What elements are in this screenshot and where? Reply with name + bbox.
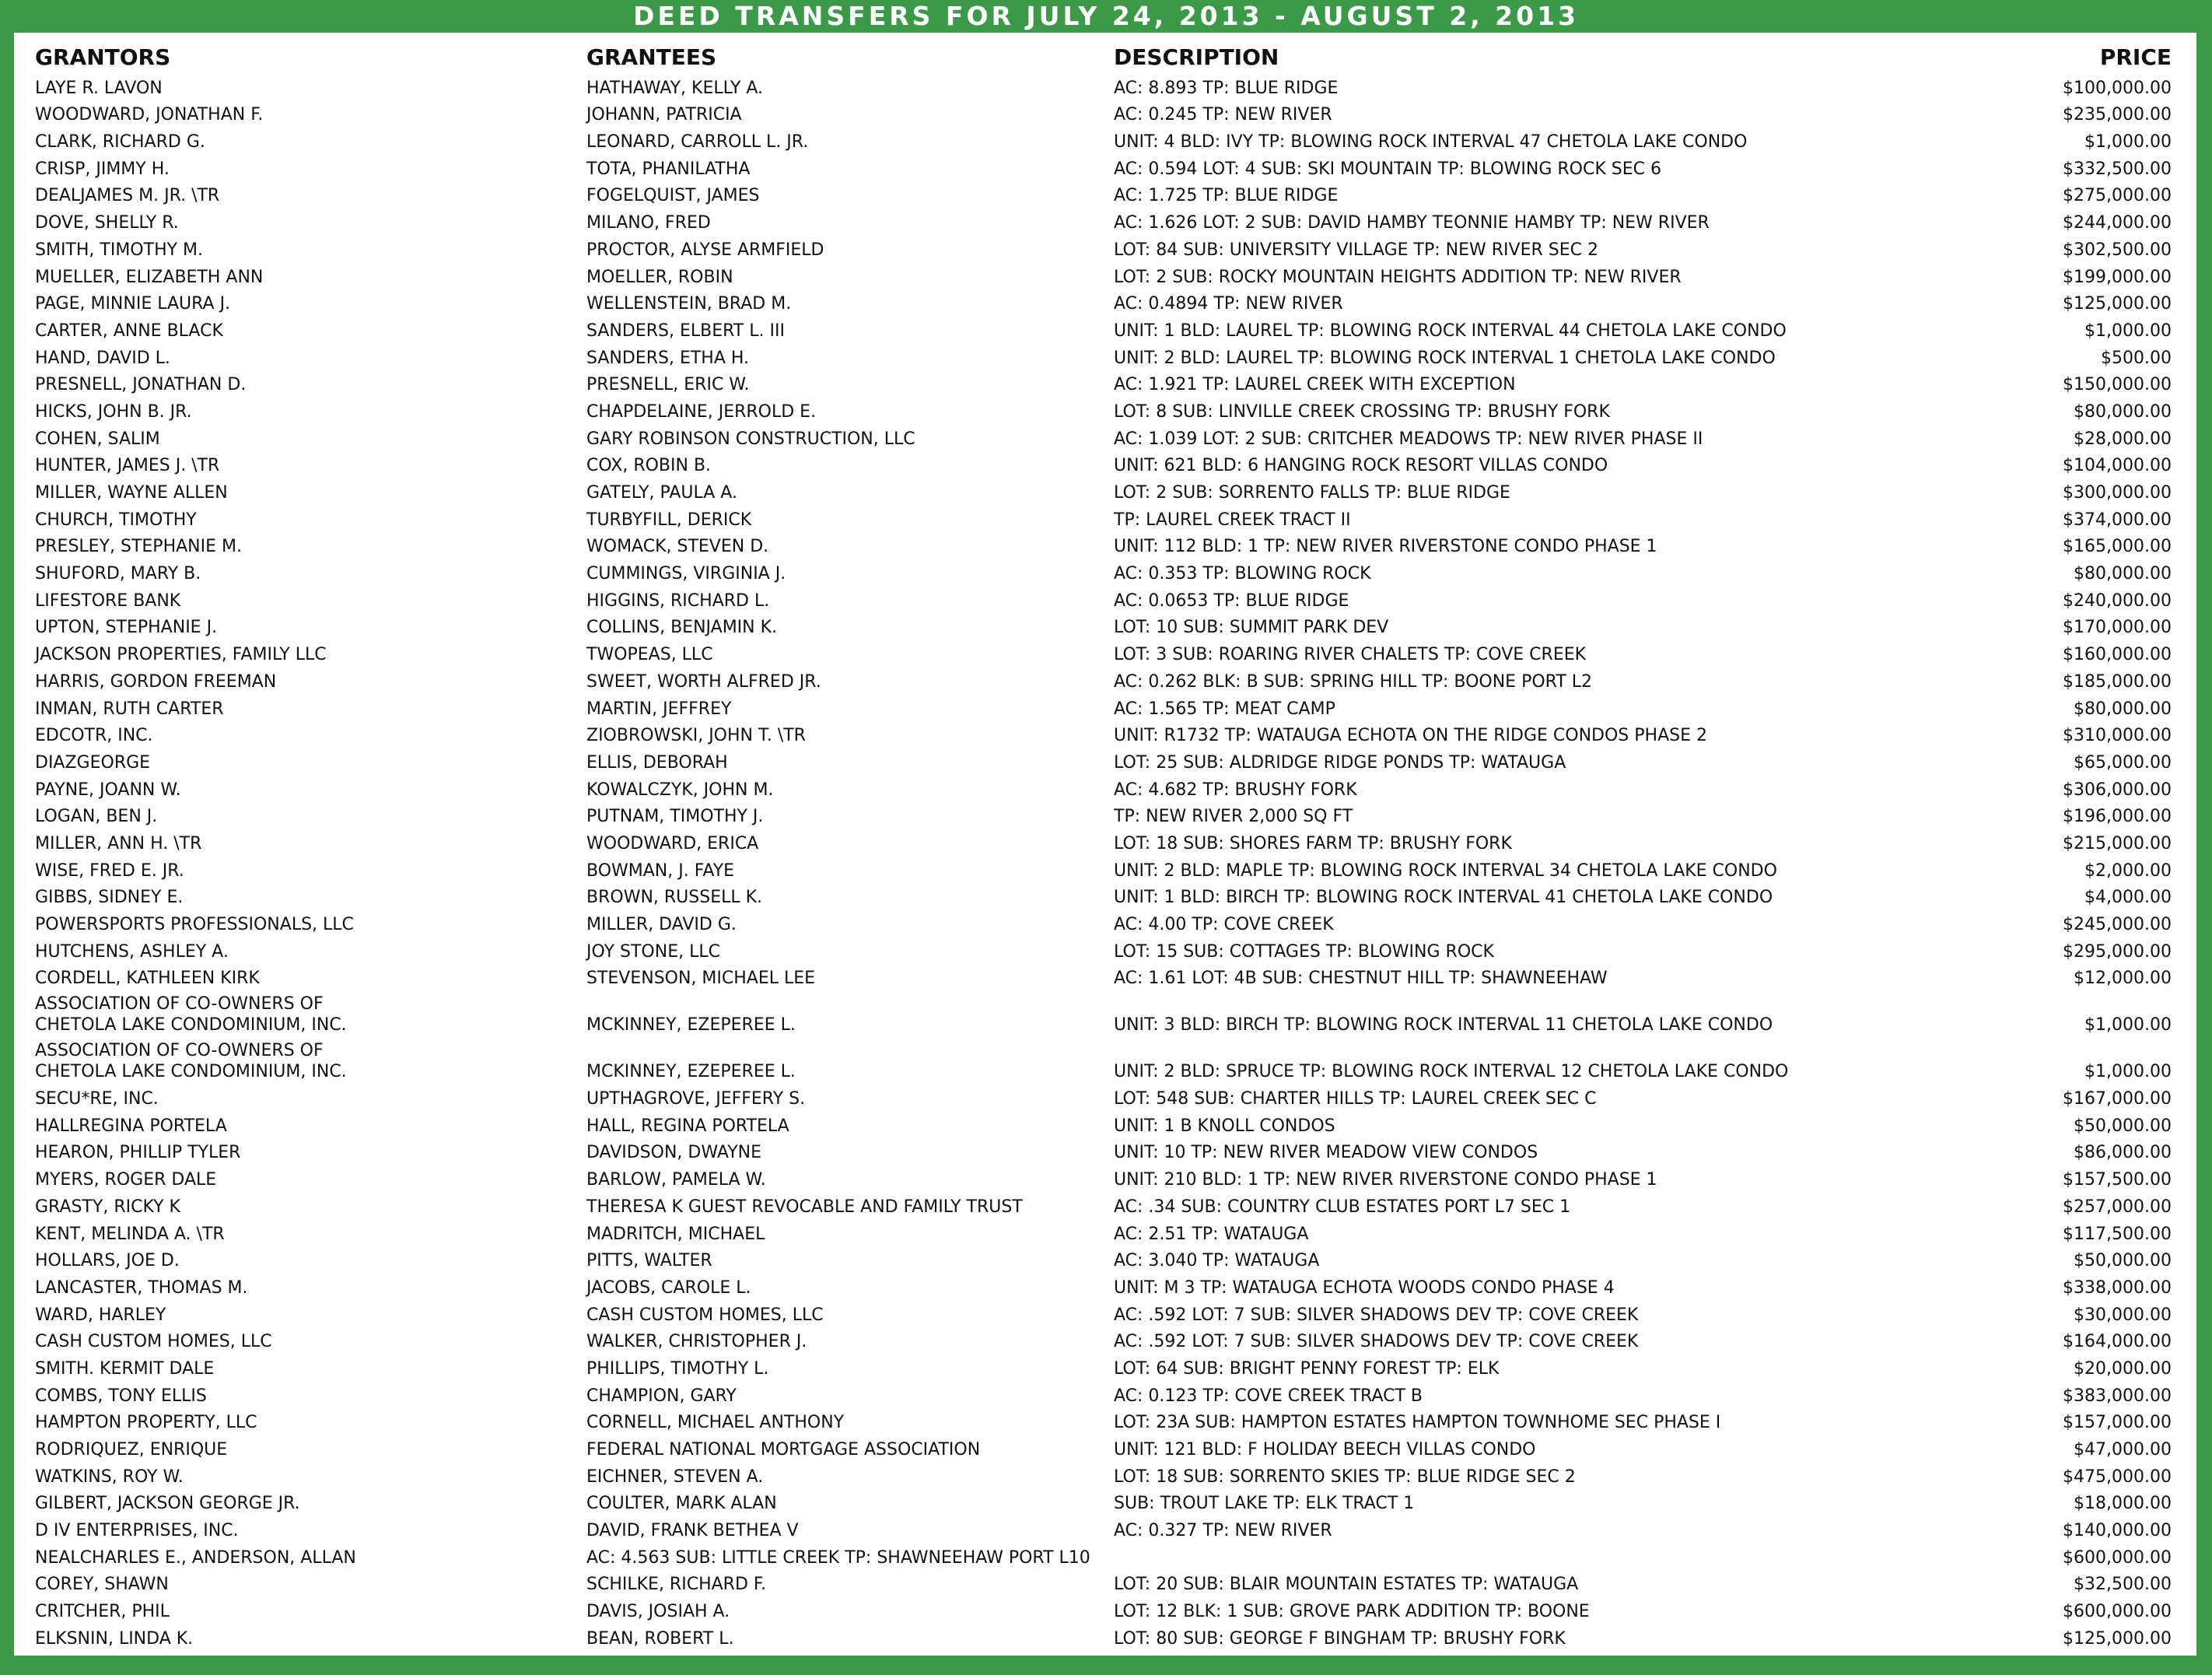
- price-cell: $302,500.00: [2063, 240, 2172, 260]
- description-cell: UNIT: 2 BLD: SPRUCE TP: BLOWING ROCK INTERVAL 12 CHETOLA LAKE CONDO: [1114, 1062, 1789, 1082]
- description-cell: UNIT: 121 BLD: F HOLIDAY BEECH VILLAS CONDO: [1114, 1440, 1536, 1459]
- description-cell: AC: 0.0653 TP: BLUE RIDGE: [1114, 590, 1349, 611]
- table-row: [14, 1381, 2196, 1408]
- grantee-cell: JOY STONE, LLC: [586, 941, 720, 962]
- description-cell: UNIT: 1 BLD: BIRCH TP: BLOWING ROCK INTERVAL 41 CHETOLA LAKE CONDO: [1114, 888, 1773, 908]
- grantor-cell: HAMPTON PROPERTY, LLC: [35, 1413, 257, 1433]
- grantor-cell: CORDELL, KATHLEEN KIRK: [35, 969, 260, 989]
- table-row: [14, 1165, 2196, 1192]
- price-cell: $150,000.00: [2063, 375, 2172, 395]
- description-cell: UNIT: 621 BLD: 6 HANGING ROCK RESORT VILLAS CONDO: [1114, 456, 1608, 476]
- price-cell: $257,000.00: [2063, 1197, 2172, 1217]
- price-cell: $50,000.00: [2074, 1251, 2172, 1271]
- grantor-cell: HUNTER, JAMES J. \TR: [35, 456, 220, 476]
- grantor-cell: COREY, SHAWN: [35, 1575, 169, 1595]
- table-row: [14, 667, 2196, 694]
- grantor-cell: GRASTY, RICKY K: [35, 1197, 180, 1217]
- header-grantors: GRANTORS: [35, 44, 171, 70]
- price-cell: $117,500.00: [2063, 1224, 2172, 1244]
- grantee-cell: CASH CUSTOM HOMES, LLC: [586, 1305, 824, 1325]
- grantee-cell: EICHNER, STEVEN A.: [586, 1467, 764, 1487]
- grantee-cell: BROWN, RUSSELL K.: [586, 888, 763, 908]
- price-cell: $185,000.00: [2063, 671, 2172, 692]
- table-row: [14, 370, 2196, 398]
- table-row: [14, 208, 2196, 235]
- grantee-cell: CORNELL, MICHAEL ANTHONY: [586, 1413, 845, 1433]
- price-cell: $104,000.00: [2063, 456, 2172, 476]
- grantor-cell: HARRIS, GORDON FREEMAN: [35, 671, 277, 692]
- price-cell: $1,000.00: [2084, 1015, 2172, 1035]
- grantee-cell: SANDERS, ELBERT L. III: [586, 321, 785, 341]
- price-cell: $383,000.00: [2063, 1386, 2172, 1406]
- grantor-cell: DEALJAMES M. JR. \TR: [35, 186, 220, 206]
- grantor-cell: MUELLER, ELIZABETH ANN: [35, 267, 264, 287]
- grantee-cell: UPTHAGROVE, JEFFERY S.: [586, 1089, 806, 1109]
- description-cell: LOT: 15 SUB: COTTAGES TP: BLOWING ROCK: [1114, 941, 1494, 962]
- table-row: [14, 289, 2196, 317]
- description-cell: TP: NEW RIVER 2,000 SQ FT: [1114, 807, 1353, 827]
- grantee-cell: WELLENSTEIN, BRAD M.: [586, 294, 792, 314]
- price-cell: $157,500.00: [2063, 1170, 2172, 1190]
- price-cell: $20,000.00: [2074, 1358, 2172, 1379]
- description-cell: LOT: 20 SUB: BLAIR MOUNTAIN ESTATES TP: WATAUGA: [1114, 1575, 1579, 1595]
- table-row: [14, 1138, 2196, 1165]
- description-cell: LOT: 18 SUB: SHORES FARM TP: BRUSHY FORK: [1114, 833, 1512, 853]
- description-cell: UNIT: 210 BLD: 1 TP: NEW RIVER RIVERSTONE CONDO PHASE 1: [1114, 1170, 1657, 1190]
- grantee-cell: MADRITCH, MICHAEL: [586, 1224, 765, 1244]
- table-row: [14, 1462, 2196, 1489]
- table-row: [14, 316, 2196, 343]
- description-cell: AC: 0.123 TP: COVE CREEK TRACT B: [1114, 1386, 1423, 1406]
- grantor-cell: SECU*RE, INC.: [35, 1089, 159, 1109]
- table-row: [14, 154, 2196, 181]
- grantee-cell: FOGELQUIST, JAMES: [586, 186, 760, 206]
- table-row: [14, 640, 2196, 667]
- grantor-cell: CHURCH, TIMOTHY: [35, 510, 197, 530]
- price-cell: $30,000.00: [2074, 1305, 2172, 1325]
- table-row: [14, 802, 2196, 829]
- grantor-cell: HICKS, JOHN B. JR.: [35, 401, 192, 422]
- grantee-cell: FEDERAL NATIONAL MORTGAGE ASSOCIATION: [586, 1440, 981, 1459]
- description-cell: UNIT: 3 BLD: BIRCH TP: BLOWING ROCK INTERVAL 11 CHETOLA LAKE CONDO: [1114, 1015, 1773, 1035]
- description-cell: AC: 4.00 TP: COVE CREEK: [1114, 915, 1334, 934]
- price-cell: $47,000.00: [2074, 1440, 2172, 1459]
- grantee-cell: SCHILKE, RICHARD F.: [586, 1575, 766, 1595]
- grantor-cell: WISE, FRED E. JR.: [35, 860, 184, 881]
- price-cell: $2,000.00: [2084, 860, 2172, 881]
- description-cell: AC: 0.4894 TP: NEW RIVER: [1114, 294, 1343, 314]
- description-cell: LOT: 2 SUB: SORRENTO FALLS TP: BLUE RIDGE: [1114, 483, 1510, 503]
- table-row: [14, 451, 2196, 478]
- table-row: [14, 1570, 2196, 1597]
- price-cell: $164,000.00: [2063, 1332, 2172, 1352]
- grantee-cell: CHAPDELAINE, JERROLD E.: [586, 401, 817, 422]
- grantor-cell: MYERS, ROGER DALE: [35, 1170, 217, 1190]
- price-cell: $1,000.00: [2084, 321, 2172, 341]
- description-cell: UNIT: R1732 TP: WATAUGA ECHOTA ON THE RIDGE CONDOS PHASE 2: [1114, 726, 1707, 746]
- grantee-cell: MARTIN, JEFFREY: [586, 699, 732, 719]
- grantor-cell: PRESNELL, JONATHAN D.: [35, 375, 247, 395]
- grantee-cell: PHILLIPS, TIMOTHY L.: [586, 1358, 769, 1379]
- table-row: [14, 73, 2196, 100]
- price-cell: $295,000.00: [2063, 941, 2172, 962]
- description-cell: UNIT: 1 BLD: LAUREL TP: BLOWING ROCK INTERVAL 44 CHETOLA LAKE CONDO: [1114, 321, 1787, 341]
- description-cell: AC: .592 LOT: 7 SUB: SILVER SHADOWS DEV TP: COVE CREEK: [1114, 1332, 1639, 1352]
- table-row: [14, 1192, 2196, 1219]
- grantee-cell: PUTNAM, TIMOTHY J.: [586, 807, 764, 827]
- description-cell: LOT: 12 BLK: 1 SUB: GROVE PARK ADDITION TP: BOONE: [1114, 1602, 1590, 1622]
- grantor-cell: CLARK, RICHARD G.: [35, 132, 205, 152]
- grantor-cell: HALLREGINA PORTELA: [35, 1116, 227, 1136]
- price-cell: $157,000.00: [2063, 1413, 2172, 1433]
- table-row: [14, 100, 2196, 128]
- description-cell: AC: 0.594 LOT: 4 SUB: SKI MOUNTAIN TP: BLOWING ROCK SEC 6: [1114, 159, 1661, 179]
- grantee-cell: MCKINNEY, EZEPEREE L.: [586, 1015, 796, 1035]
- grantor-cell: EDCOTR, INC.: [35, 726, 153, 746]
- price-cell: $160,000.00: [2063, 645, 2172, 665]
- grantee-cell: THERESA K GUEST REVOCABLE AND FAMILY TRUST: [586, 1197, 1023, 1217]
- price-cell: $65,000.00: [2074, 752, 2172, 773]
- grantor-cell: PAGE, MINNIE LAURA J.: [35, 294, 231, 314]
- grantee-cell: STEVENSON, MICHAEL LEE: [586, 969, 816, 989]
- price-cell: $500.00: [2101, 348, 2172, 368]
- description-cell: AC: 3.040 TP: WATAUGA: [1114, 1251, 1320, 1271]
- table-row: [14, 1273, 2196, 1300]
- table-row: [14, 235, 2196, 262]
- price-cell: $125,000.00: [2063, 1628, 2172, 1649]
- table-row: [14, 1516, 2196, 1543]
- grantee-cell: KOWALCZYK, JOHN M.: [586, 780, 774, 800]
- grantor-cell: CASH CUSTOM HOMES, LLC: [35, 1332, 272, 1352]
- grantor-cell: PAYNE, JOANN W.: [35, 780, 181, 800]
- table-body: [14, 73, 2196, 1651]
- table-row: [14, 1084, 2196, 1111]
- table-row: [14, 1596, 2196, 1624]
- grantor-cell: D IV ENTERPRISES, INC.: [35, 1521, 239, 1541]
- price-cell: $167,000.00: [2063, 1089, 2172, 1109]
- grantee-cell: PROCTOR, ALYSE ARMFIELD: [586, 240, 824, 260]
- grantor-cell: MILLER, ANN H. \TR: [35, 833, 202, 853]
- price-cell: $310,000.00: [2063, 726, 2172, 746]
- price-cell: $28,000.00: [2074, 429, 2172, 449]
- description-cell: LOT: 23A SUB: HAMPTON ESTATES HAMPTON TOWNHOME SEC PHASE I: [1114, 1413, 1721, 1433]
- table-row: [14, 937, 2196, 964]
- price-cell: $275,000.00: [2063, 186, 2172, 206]
- table-row: [14, 964, 2196, 991]
- grantee-cell: LEONARD, CARROLL L. JR.: [586, 132, 809, 152]
- grantor-cell: SMITH, TIMOTHY M.: [35, 240, 204, 260]
- table-row: [14, 748, 2196, 775]
- table-row: [14, 397, 2196, 424]
- grantor-cell: NEALCHARLES E., ANDERSON, ALLAN: [35, 1547, 356, 1568]
- price-cell: $32,500.00: [2074, 1575, 2172, 1595]
- grantor-cell: DIAZGEORGE: [35, 752, 151, 773]
- description-cell: LOT: 2 SUB: ROCKY MOUNTAIN HEIGHTS ADDITION TP: NEW RIVER: [1114, 267, 1682, 287]
- price-cell: $306,000.00: [2063, 780, 2172, 800]
- grantor-cell: GIBBS, SIDNEY E.: [35, 888, 184, 908]
- grantee-cell: ELLIS, DEBORAH: [586, 752, 728, 773]
- table-row: [14, 343, 2196, 370]
- grantee-cell: SWEET, WORTH ALFRED JR.: [586, 671, 821, 692]
- grantor-cell: HOLLARS, JOE D.: [35, 1251, 180, 1271]
- description-cell: LOT: 18 SUB: SORRENTO SKIES TP: BLUE RIDGE SEC 2: [1114, 1467, 1576, 1487]
- price-cell: $199,000.00: [2063, 267, 2172, 287]
- table-row: [14, 883, 2196, 910]
- grantee-cell: TOTA, PHANILATHA: [586, 159, 751, 179]
- table-row: [14, 586, 2196, 613]
- grantee-cell: WALKER, CHRISTOPHER J.: [586, 1332, 807, 1352]
- price-cell: $240,000.00: [2063, 590, 2172, 611]
- grantee-cell: JACOBS, CAROLE L.: [586, 1277, 751, 1298]
- grantee-cell: WOMACK, STEVEN D.: [586, 537, 769, 557]
- table-row: [14, 127, 2196, 154]
- grantor-cell: LAYE R. LAVON: [35, 78, 163, 98]
- grantor-cell: COHEN, SALIM: [35, 429, 160, 449]
- grantee-cell: DAVIDSON, DWAYNE: [586, 1143, 762, 1163]
- table-row: [14, 1246, 2196, 1274]
- price-cell: $245,000.00: [2063, 915, 2172, 934]
- table-row: [14, 1408, 2196, 1435]
- description-cell: UNIT: 2 BLD: MAPLE TP: BLOWING ROCK INTERVAL 34 CHETOLA LAKE CONDO: [1114, 860, 1777, 881]
- table-row: [14, 1543, 2196, 1570]
- grantor-cell: RODRIQUEZ, ENRIQUE: [35, 1440, 228, 1459]
- price-cell: $600,000.00: [2063, 1602, 2172, 1622]
- table-row: [14, 532, 2196, 559]
- description-cell: UNIT: M 3 TP: WATAUGA ECHOTA WOODS CONDO PHASE 4: [1114, 1277, 1615, 1298]
- grantor-cell: GILBERT, JACKSON GEORGE JR.: [35, 1494, 300, 1514]
- grantee-cell: MILLER, DAVID G.: [586, 915, 737, 934]
- grantee-cell: BOWMAN, J. FAYE: [586, 860, 735, 881]
- grantor-cell: SMITH. KERMIT DALE: [35, 1358, 215, 1379]
- grantee-cell: CHAMPION, GARY: [586, 1386, 737, 1406]
- table-row: [14, 1354, 2196, 1381]
- grantor-cell: LOGAN, BEN J.: [35, 807, 158, 827]
- grantee-cell: HATHAWAY, KELLY A.: [586, 78, 764, 98]
- price-cell: $244,000.00: [2063, 213, 2172, 233]
- description-cell: AC: 1.921 TP: LAUREL CREEK WITH EXCEPTION: [1114, 375, 1516, 395]
- description-cell: AC: 1.626 LOT: 2 SUB: DAVID HAMBY TEONNIE HAMBY TP: NEW RIVER: [1114, 213, 1710, 233]
- grantor-cell: HEARON, PHILLIP TYLER: [35, 1143, 241, 1163]
- description-cell: AC: .592 LOT: 7 SUB: SILVER SHADOWS DEV TP: COVE CREEK: [1114, 1305, 1639, 1325]
- table-row: [14, 721, 2196, 748]
- description-cell: LOT: 80 SUB: GEORGE F BINGHAM TP: BRUSHY FORK: [1114, 1628, 1566, 1649]
- grantee-cell: MILANO, FRED: [586, 213, 711, 233]
- description-cell: AC: 1.725 TP: BLUE RIDGE: [1114, 186, 1339, 206]
- table-row: [14, 856, 2196, 883]
- price-cell: $196,000.00: [2063, 807, 2172, 827]
- table-row: [14, 181, 2196, 208]
- grantee-cell: HIGGINS, RICHARD L.: [586, 590, 770, 611]
- table-row: [14, 909, 2196, 937]
- grantor-cell: WATKINS, ROY W.: [35, 1467, 184, 1487]
- price-cell: $235,000.00: [2063, 105, 2172, 125]
- grantee-cell: BEAN, ROBERT L.: [586, 1628, 734, 1649]
- description-cell: UNIT: 10 TP: NEW RIVER MEADOW VIEW CONDOS: [1114, 1143, 1538, 1163]
- grantee-cell: PRESNELL, ERIC W.: [586, 375, 750, 395]
- grantee-cell: JOHANN, PATRICIA: [586, 105, 742, 125]
- grantor-cell: INMAN, RUTH CARTER: [35, 699, 224, 719]
- grantor-cell: SHUFORD, MARY B.: [35, 564, 201, 584]
- grantor-cell: COMBS, TONY ELLIS: [35, 1386, 207, 1406]
- grantee-cell: DAVID, FRANK BETHEA V: [586, 1521, 799, 1541]
- grantee-cell: GARY ROBINSON CONSTRUCTION, LLC: [586, 429, 915, 449]
- grantee-cell: TWOPEAS, LLC: [586, 645, 713, 665]
- description-cell: UNIT: 112 BLD: 1 TP: NEW RIVER RIVERSTONE CONDO PHASE 1: [1114, 537, 1657, 557]
- price-cell: $475,000.00: [2063, 1467, 2172, 1487]
- grantee-cell: MOELLER, ROBIN: [586, 267, 733, 287]
- grantor-cell: KENT, MELINDA A. \TR: [35, 1224, 225, 1244]
- price-cell: $332,500.00: [2063, 159, 2172, 179]
- price-cell: $215,000.00: [2063, 833, 2172, 853]
- price-cell: $600,000.00: [2063, 1547, 2172, 1568]
- table-row: [14, 1624, 2196, 1651]
- description-cell: UNIT: 1 B KNOLL CONDOS: [1114, 1116, 1335, 1136]
- description-cell: AC: 2.51 TP: WATAUGA: [1114, 1224, 1309, 1244]
- description-cell: AC: 4.682 TP: BRUSHY FORK: [1114, 780, 1357, 800]
- grantee-cell: MCKINNEY, EZEPEREE L.: [586, 1062, 796, 1082]
- grantee-cell: COLLINS, BENJAMIN K.: [586, 618, 778, 638]
- table-row: [14, 478, 2196, 505]
- description-cell: TP: LAUREL CREEK TRACT II: [1114, 510, 1351, 530]
- table-row: [14, 829, 2196, 856]
- header-grantees: GRANTEES: [586, 44, 717, 70]
- table-row: [14, 775, 2196, 802]
- grantor-cell: ELKSNIN, LINDA K.: [35, 1628, 194, 1649]
- price-cell: $1,000.00: [2084, 1062, 2172, 1082]
- price-cell: $300,000.00: [2063, 483, 2172, 503]
- grantor-cell: ASSOCIATION OF CO-OWNERS OF CHETOLA LAKE CONDOMINIUM, INC.: [35, 994, 347, 1035]
- price-cell: $374,000.00: [2063, 510, 2172, 530]
- table-row: [14, 1300, 2196, 1327]
- price-cell: $80,000.00: [2074, 699, 2172, 719]
- price-cell: $165,000.00: [2063, 537, 2172, 557]
- description-cell: SUB: TROUT LAKE TP: ELK TRACT 1: [1114, 1494, 1415, 1514]
- grantor-cell: HAND, DAVID L.: [35, 348, 170, 368]
- table-row: [14, 262, 2196, 289]
- description-cell: LOT: 548 SUB: CHARTER HILLS TP: LAUREL CREEK SEC C: [1114, 1089, 1597, 1109]
- grantee-cell: SANDERS, ETHA H.: [586, 348, 750, 368]
- description-cell: AC: 0.353 TP: BLOWING ROCK: [1114, 564, 1371, 584]
- table-row: [14, 1037, 2196, 1084]
- grantor-cell: LANCASTER, THOMAS M.: [35, 1277, 248, 1298]
- grantor-cell: PRESLEY, STEPHANIE M.: [35, 537, 242, 557]
- price-cell: $50,000.00: [2074, 1116, 2172, 1136]
- grantee-cell: COULTER, MARK ALAN: [586, 1494, 777, 1514]
- grantor-cell: WARD, HARLEY: [35, 1305, 166, 1325]
- grantee-cell: HALL, REGINA PORTELA: [586, 1116, 789, 1136]
- table-row: [14, 990, 2196, 1037]
- price-cell: $4,000.00: [2084, 888, 2172, 908]
- grantee-cell: WOODWARD, ERICA: [586, 833, 759, 853]
- grantor-cell: ASSOCIATION OF CO-OWNERS OF CHETOLA LAKE CONDOMINIUM, INC.: [35, 1041, 347, 1082]
- grantee-cell: ZIOBROWSKI, JOHN T. \TR: [586, 726, 806, 746]
- grantor-cell: HUTCHENS, ASHLEY A.: [35, 941, 229, 962]
- price-cell: $125,000.00: [2063, 294, 2172, 314]
- description-cell: AC: 0.262 BLK: B SUB: SPRING HILL TP: BOONE PORT L2: [1114, 671, 1593, 692]
- header-description: DESCRIPTION: [1114, 44, 1279, 70]
- page-title: DEED TRANSFERS FOR JULY 24, 2013 - AUGUST 2, 2013: [632, 1, 1580, 31]
- description-cell: AC: 1.565 TP: MEAT CAMP: [1114, 699, 1335, 719]
- description-cell: AC: 1.61 LOT: 4B SUB: CHESTNUT HILL TP: SHAWNEEHAW: [1114, 969, 1608, 989]
- grantee-cell: TURBYFILL, DERICK: [586, 510, 752, 530]
- description-cell: LOT: 64 SUB: BRIGHT PENNY FOREST TP: ELK: [1114, 1358, 1500, 1379]
- description-cell: LOT: 84 SUB: UNIVERSITY VILLAGE TP: NEW RIVER SEC 2: [1114, 240, 1598, 260]
- price-cell: $12,000.00: [2074, 969, 2172, 989]
- grantee-cell: PITTS, WALTER: [586, 1251, 712, 1271]
- description-cell: AC: .34 SUB: COUNTRY CLUB ESTATES PORT L7 SEC 1: [1114, 1197, 1571, 1217]
- description-cell: LOT: 3 SUB: ROARING RIVER CHALETS TP: COVE CREEK: [1114, 645, 1587, 665]
- description-cell: AC: 8.893 TP: BLUE RIDGE: [1114, 78, 1339, 98]
- price-cell: $18,000.00: [2074, 1494, 2172, 1514]
- description-cell: LOT: 25 SUB: ALDRIDGE RIDGE PONDS TP: WATAUGA: [1114, 752, 1566, 773]
- grantee-cell: AC: 4.563 SUB: LITTLE CREEK TP: SHAWNEEHAW PORT L10: [586, 1547, 1090, 1568]
- table-row: [14, 424, 2196, 451]
- price-cell: $338,000.00: [2063, 1277, 2172, 1298]
- grantee-cell: COX, ROBIN B.: [586, 456, 712, 476]
- grantor-cell: MILLER, WAYNE ALLEN: [35, 483, 228, 503]
- grantee-cell: BARLOW, PAMELA W.: [586, 1170, 766, 1190]
- price-cell: $86,000.00: [2074, 1143, 2172, 1163]
- description-cell: AC: 0.327 TP: NEW RIVER: [1114, 1521, 1332, 1541]
- grantor-cell: UPTON, STEPHANIE J.: [35, 618, 218, 638]
- table-row: [14, 694, 2196, 721]
- grantor-cell: CRISP, JIMMY H.: [35, 159, 170, 179]
- grantee-cell: DAVIS, JOSIAH A.: [586, 1602, 730, 1622]
- table-row: [14, 1327, 2196, 1354]
- grantor-cell: DOVE, SHELLY R.: [35, 213, 179, 233]
- table-row: [14, 1219, 2196, 1246]
- table-row: [14, 613, 2196, 640]
- grantor-cell: CARTER, ANNE BLACK: [35, 321, 223, 341]
- header-price: PRICE: [2099, 44, 2172, 70]
- description-cell: LOT: 10 SUB: SUMMIT PARK DEV: [1114, 618, 1389, 638]
- description-cell: UNIT: 4 BLD: IVY TP: BLOWING ROCK INTERVAL 47 CHETOLA LAKE CONDO: [1114, 132, 1748, 152]
- table-row: [14, 1435, 2196, 1462]
- description-cell: AC: 0.245 TP: NEW RIVER: [1114, 105, 1332, 125]
- grantee-cell: CUMMINGS, VIRGINIA J.: [586, 564, 786, 584]
- grantor-cell: POWERSPORTS PROFESSIONALS, LLC: [35, 915, 354, 934]
- price-cell: $140,000.00: [2063, 1521, 2172, 1541]
- table-row: [14, 505, 2196, 532]
- table-row: [14, 1111, 2196, 1138]
- grantor-cell: WOODWARD, JONATHAN F.: [35, 105, 264, 125]
- table-row: [14, 559, 2196, 586]
- description-cell: LOT: 8 SUB: LINVILLE CREEK CROSSING TP: BRUSHY FORK: [1114, 401, 1610, 422]
- grantor-cell: JACKSON PROPERTIES, FAMILY LLC: [35, 645, 327, 665]
- price-cell: $80,000.00: [2074, 564, 2172, 584]
- table-row: [14, 1489, 2196, 1516]
- description-cell: AC: 1.039 LOT: 2 SUB: CRITCHER MEADOWS TP: NEW RIVER PHASE II: [1114, 429, 1703, 449]
- grantor-cell: LIFESTORE BANK: [35, 590, 181, 611]
- deed-table: [14, 33, 2196, 1656]
- price-cell: $100,000.00: [2063, 78, 2172, 98]
- price-cell: $170,000.00: [2063, 618, 2172, 638]
- grantee-cell: GATELY, PAULA A.: [586, 483, 737, 503]
- price-cell: $80,000.00: [2074, 401, 2172, 422]
- grantor-cell: CRITCHER, PHIL: [35, 1602, 170, 1622]
- price-cell: $1,000.00: [2084, 132, 2172, 152]
- description-cell: UNIT: 2 BLD: LAUREL TP: BLOWING ROCK INTERVAL 1 CHETOLA LAKE CONDO: [1114, 348, 1776, 368]
